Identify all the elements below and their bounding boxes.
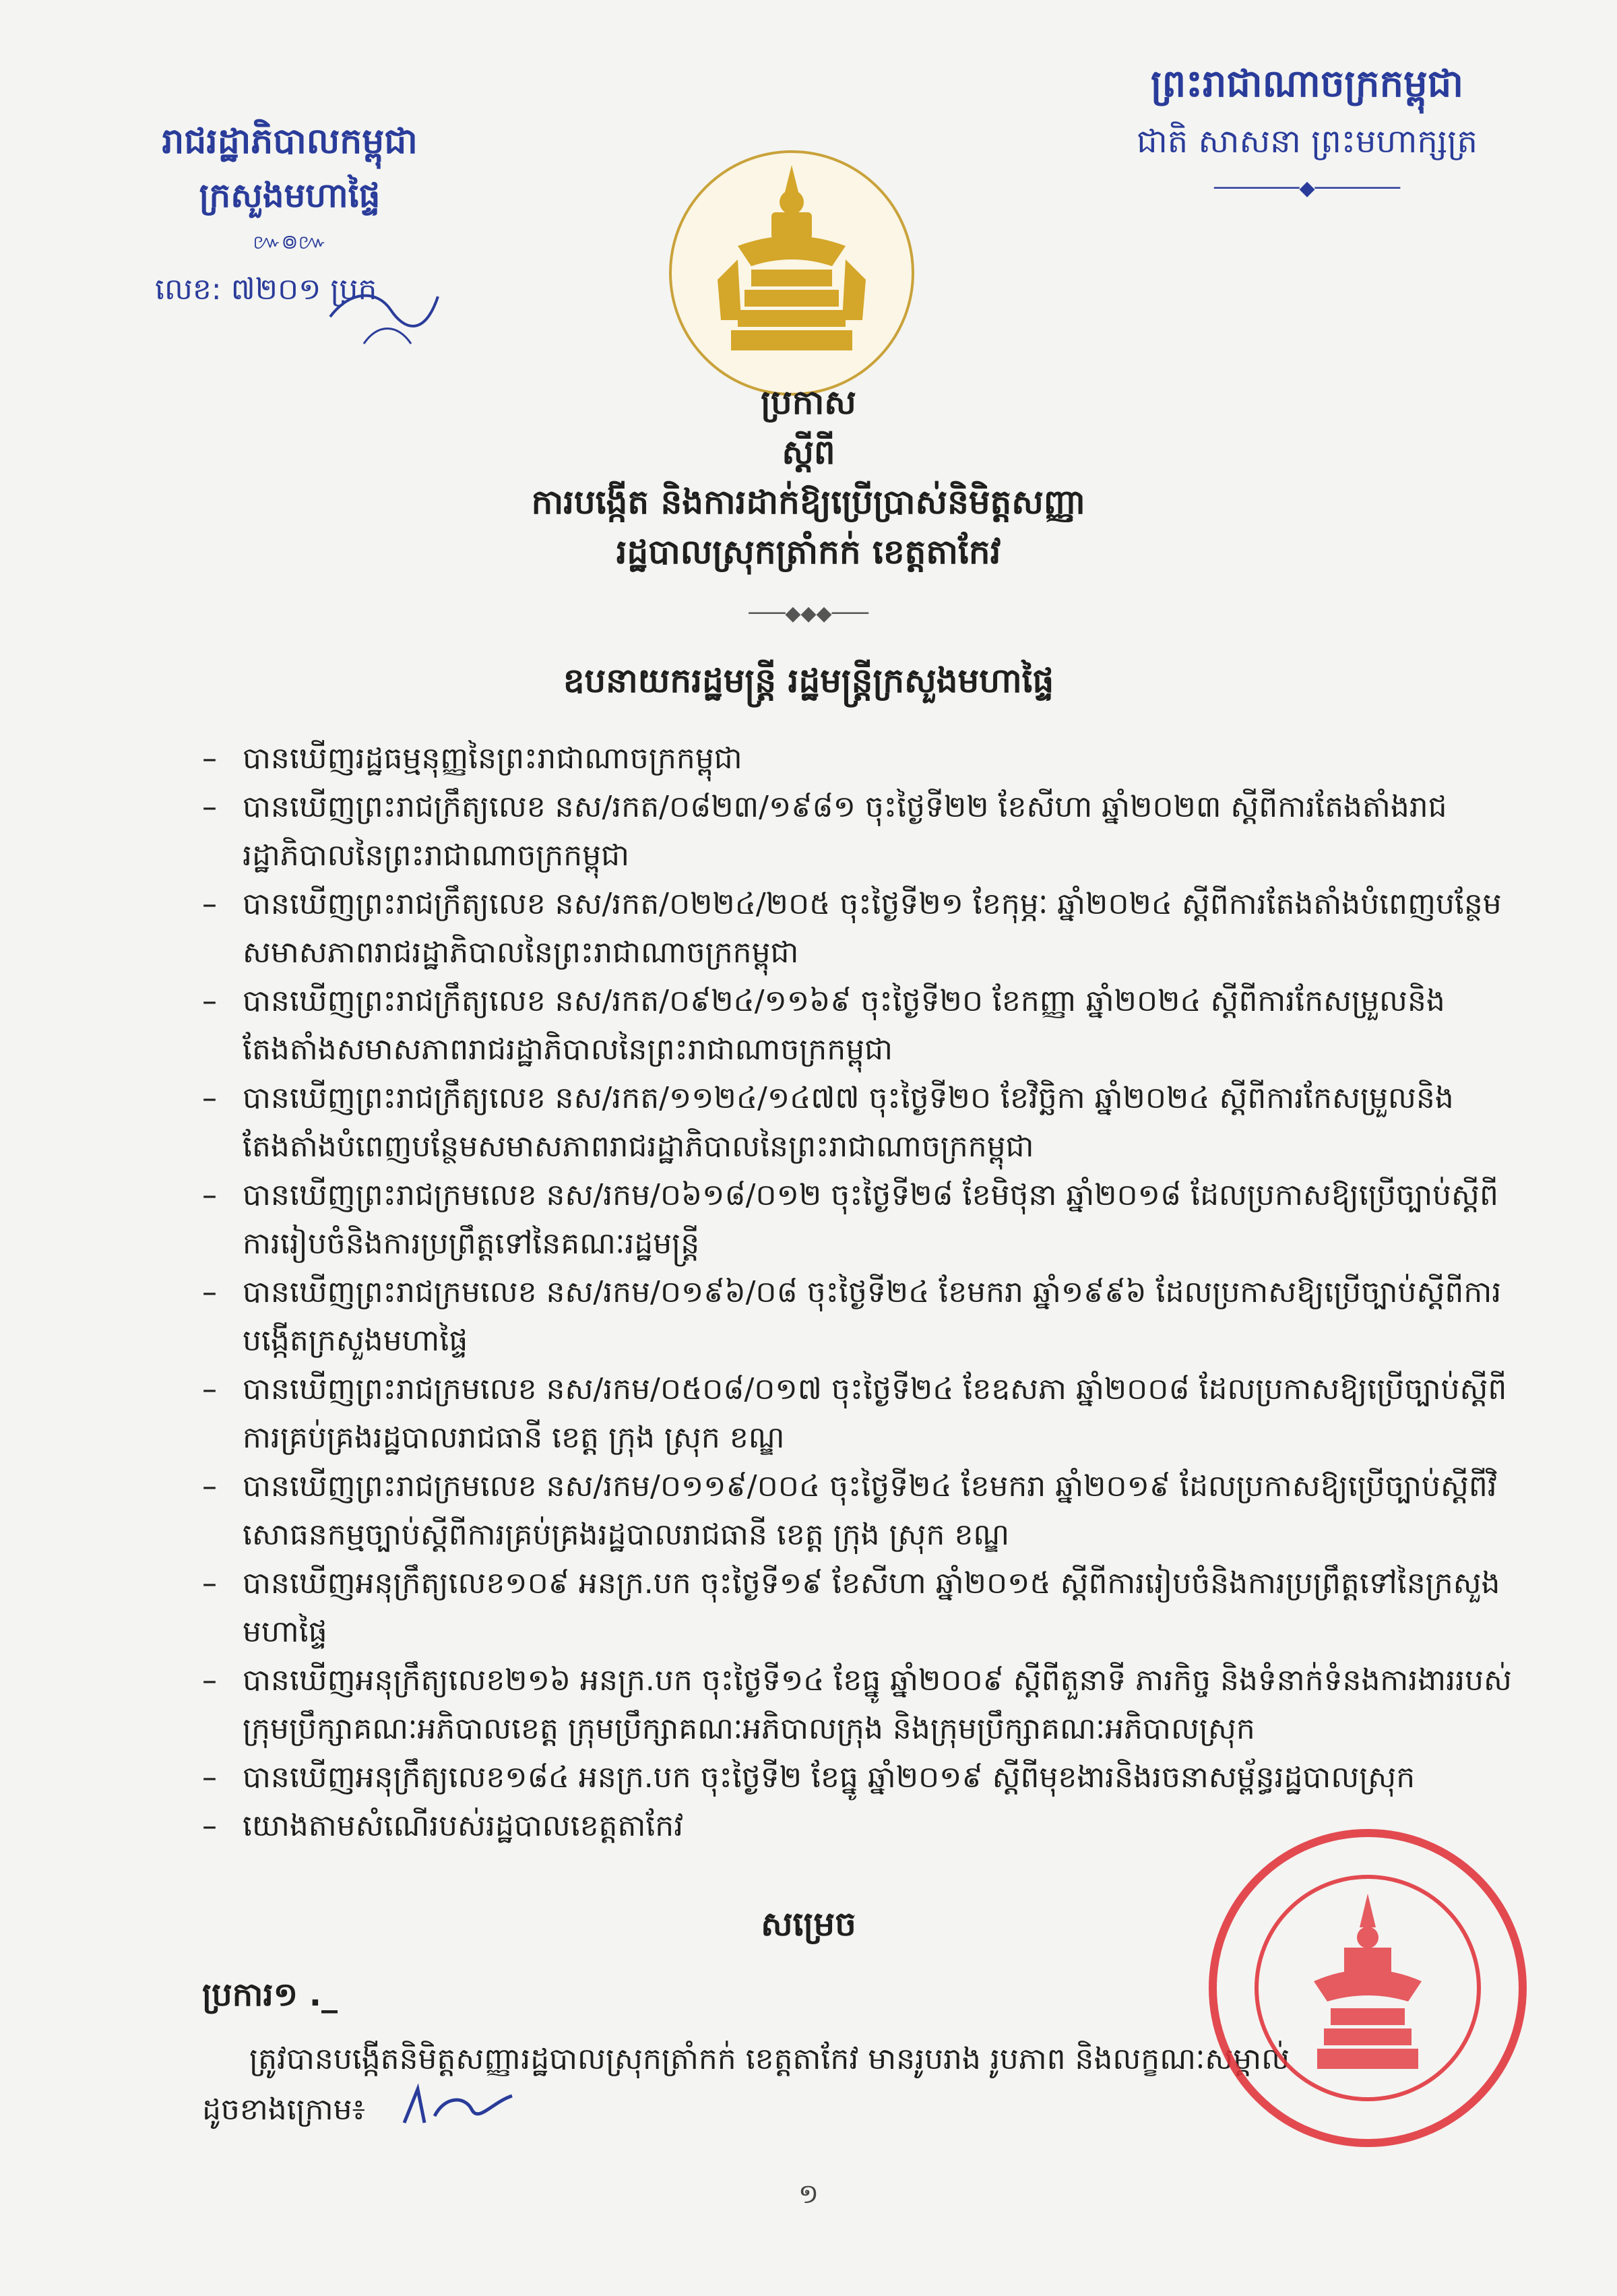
title-separator: ───◆◆◆─── xyxy=(749,602,868,625)
subject-line-1: ការបង្កើត និងការដាក់ឱ្យប្រើប្រាស់និមិត្តសញ្ញា xyxy=(531,483,1086,522)
about-label: ស្តីពី xyxy=(782,433,835,472)
list-item: – បានឃើញព្រះរាជក្រមលេខ នស/រកម/០៦១៨/០១២ ចុះថ្ងៃទី២៨ ខែមិថុនា ឆ្នាំ២០១៨ ដែលប្រកាសឱ្យប្រើច្បាប់ស្តីពីការរៀបចំនិងការប្រព្រឹត្តទៅនៃគណៈរដ្ឋមន្ត្រី xyxy=(202,1178,1498,1261)
document-type: ប្រកាស xyxy=(761,383,856,422)
list-item: – បានឃើញព្រះរាជក្រមលេខ នស/រកម/០៥០៨/០១៧ ចុះថ្ងៃទី២៤ ខែឧសភា ឆ្នាំ២០០៨ ដែលប្រកាសឱ្យប្រើច្បាប់ស្តីពីការគ្រប់គ្រងរដ្ឋបាលរាជធានី ខេត្ត ក្រុង ស្រុក ខណ្ឌ xyxy=(202,1372,1507,1455)
motto-ornament: ───────◆─────── xyxy=(1214,177,1400,200)
list-item: – បានឃើញព្រះរាជក្រឹត្យលេខ នស/រកត/០៩២៤/១១៦៩ ចុះថ្ងៃទី២០ ខែកញ្ញា ឆ្នាំ២០២៤ ស្តីពីការកែសម្រួលនិងតែងតាំងសមាសភាពរាជរដ្ឋាភិបាលនៃព្រះរាជាណាចក្រកម្ពុជា xyxy=(202,984,1445,1067)
ministry-name: ក្រសួងមហាផ្ទៃ xyxy=(199,176,381,215)
government-name: រាជរដ្ឋាភិបាលកម្ពុជា xyxy=(162,121,418,162)
list-item: – បានឃើញព្រះរាជក្រឹត្យលេខ នស/រកត/០៨២៣/១៩៨១ ចុះថ្ងៃទី២២ ខែសីហា ឆ្នាំ២០២៣ ស្តីពីការតែងតាំងរាជរដ្ឋាភិបាលនៃព្រះរាជាណាចក្រកម្ពុជា xyxy=(202,790,1447,873)
list-item: – បានឃើញព្រះរាជក្រឹត្យលេខ នស/រកត/១១២៤/១៤៧៧ ចុះថ្ងៃទី២០ ខែវិច្ឆិកា ឆ្នាំ២០២៤ ស្តីពីការកែសម្រួលនិងតែងតាំងបំពេញបន្ថែមសមាសភាពរាជរដ្ឋាភិបាលនៃព្រះរាជាណាចក្រកម្ពុជា xyxy=(202,1081,1454,1164)
list-item: – បានឃើញព្រះរាជក្រមលេខ នស/រកម/០១៩៦/០៨ ចុះថ្ងៃទី២៤ ខែមករា ឆ្នាំ១៩៩៦ ដែលប្រកាសឱ្យប្រើច្បាប់ស្តីពីការបង្កើតក្រសួងមហាផ្ទៃ xyxy=(202,1275,1502,1358)
issuing-authority: ឧបនាយករដ្ឋមន្ត្រី រដ្ឋមន្ត្រីក្រសួងមហាផ្ទៃ xyxy=(563,661,1054,700)
list-item: – បានឃើញអនុក្រឹត្យលេខ២១៦ អនក្រ.បក ចុះថ្ងៃទី១៤ ខែធ្នូ ឆ្នាំ២០០៩ ស្តីពីតួនាទី ភារកិច្ច និងទំនាក់ទំនងការងាររបស់ក្រុមប្រឹក្សាគណៈអភិបាលខេត្ត ក្រុមប្រឹក្សាគណៈអភិបាលក្រុង និងក្រុមប្រឹក្សាគណៈអភិបាលស្រុក xyxy=(202,1663,1512,1746)
government-emblem xyxy=(664,145,920,401)
decision-heading: សម្រេច xyxy=(761,1904,856,1944)
list-item: – បានឃើញព្រះរាជក្រឹត្យលេខ នស/រកត/០២២៤/២០៥ ចុះថ្ងៃទី២១ ខែកុម្ភៈ ឆ្នាំ២០២៤ ស្តីពីការតែងតាំងបំពេញបន្ថែមសមាសភាពរាជរដ្ឋាភិបាលនៃព្រះរាជាណាចក្រកម្ពុជា xyxy=(202,887,1502,970)
article-text-line-2: ដូចខាងក្រោម៖ xyxy=(202,2092,365,2127)
subject-line-2: រដ្ឋបាលស្រុកត្រាំកក់ ខេត្តតាកែវ xyxy=(616,532,1001,571)
list-item: – បានឃើញអនុក្រឹត្យលេខ១០៩ អនក្រ.បក ចុះថ្ងៃទី១៩ ខែសីហា ឆ្នាំ២០១៥ ស្តីពីការរៀបចំនិងការប្រព្រឹត្តទៅនៃក្រសួងមហាផ្ទៃ xyxy=(202,1566,1500,1649)
list-item: – បានឃើញរដ្ឋធម្មនុញ្ញនៃព្រះរាជាណាចក្រកម្ពុជា xyxy=(202,741,742,776)
header-ornament: ៚៙៚ xyxy=(253,230,327,254)
kingdom-header xyxy=(1078,54,1536,209)
list-item: – យោងតាមសំណើរបស់រដ្ឋបាលខេត្តតាកែវ xyxy=(202,1809,684,1843)
national-motto: ជាតិ សាសនា ព្រះមហាក្សត្រ xyxy=(1137,123,1478,160)
list-item: – បានឃើញព្រះរាជក្រមលេខ នស/រកម/០១១៩/០០៤ ចុះថ្ងៃទី២៤ ខែមករា ឆ្នាំ២០១៩ ដែលប្រកាសឱ្យប្រើច្បាប់ស្តីពីវិសោធនកម្មច្បាប់ស្តីពីការគ្រប់គ្រងរដ្ឋបាលរាជធានី ខេត្ត ក្រុង ស្រុក ខណ្ឌ xyxy=(202,1469,1497,1552)
page-number: ១ xyxy=(798,2179,819,2210)
initials-signature xyxy=(398,2076,519,2136)
document-number: លេខ: ៧២០១ ប្រក xyxy=(155,272,377,307)
article-label: ប្រការ១ ._ xyxy=(202,1976,338,2014)
title-block xyxy=(202,377,1415,708)
handwritten-number-mark xyxy=(323,276,445,357)
kingdom-name: ព្រះរាជាណាចក្រកម្ពុជា xyxy=(1150,62,1464,106)
official-red-seal xyxy=(1199,1813,1536,2163)
reference-list xyxy=(202,735,1523,1851)
article-text-line-1: ត្រូវបានបង្កើតនិមិត្តសញ្ញារដ្ឋបាលស្រុកត្រាំកក់ ខេត្តតាកែវ មានរូបរាង រូបភាព និងលក្ខណៈសម្គាល់ xyxy=(249,2042,1290,2076)
list-item: – បានឃើញអនុក្រឹត្យលេខ១៨៤ អនក្រ.បក ចុះថ្ងៃទី២ ខែធ្នូ ឆ្នាំ២០១៩ ស្តីពីមុខងារនិងរចនាសម្ព័ន្ធរដ្ឋបាលស្រុក xyxy=(202,1760,1416,1795)
